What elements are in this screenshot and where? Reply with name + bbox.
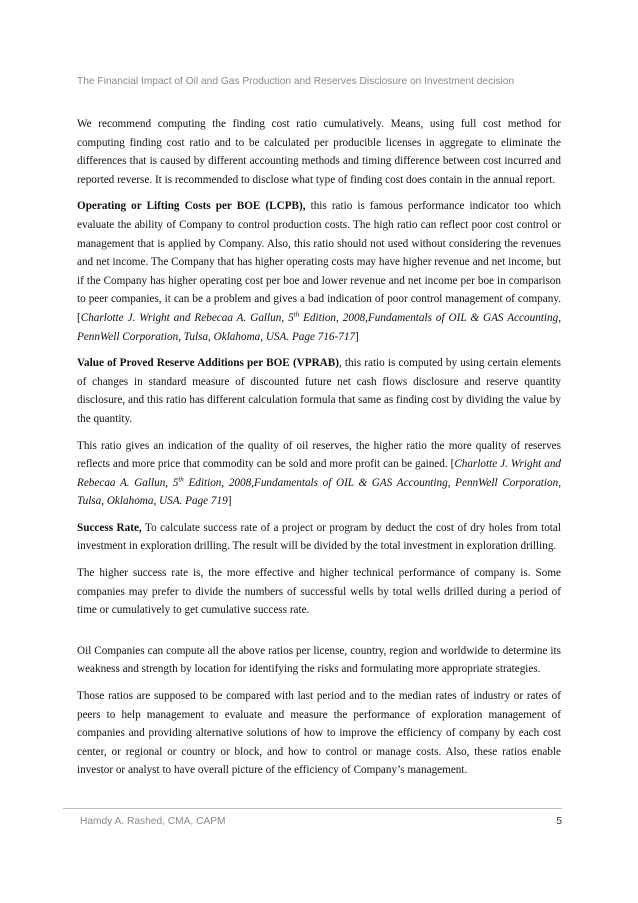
citation-lcpb-close: ] [355, 330, 359, 343]
reserve-quality-text: This ratio gives an indication of the quality of oil reserves, the higher ratio the more quality of reserves reflects and more price that commodity can be sold and more profit can be gained. [ [77, 439, 561, 471]
term-vprab: Value of Proved Reserve Additions per BOE (VPRAB) [77, 357, 339, 370]
citation-reserve-source: Edition, 2008,Fundamentals of OIL & GAS Accounting, PennWell Corporation, Tulsa, Oklahoma, USA. Page 719 [77, 476, 561, 508]
citation-lcpb-sup: th [293, 310, 300, 319]
paragraph-lcpb [77, 197, 561, 346]
paragraph-success-rate-detail: The higher success rate is, the more effective and higher technical performance of company is. Some companies may prefer to divide the numbers of successful wells by total wells drilled during a period of time or cumulatively to get cumulative success rate. [77, 567, 561, 617]
paragraph-success-rate [77, 519, 561, 556]
citation-reserve-sup: th [178, 474, 184, 483]
lcpb-text: this ratio is famous performance indicator too which evaluate the ability of Company to control production costs. The high ratio can reflect poor cost control or management that is applied by Company. Also, this ratio should not used without considering the revenues and net income. The Company that has higher operating costs may have higher revenue and net income, but if the Company has higher operating cost per boe and lower revenue and net income per boe in comparison to peer companies, it can be a problem and gives a bad indication of poor control management of company. [ [77, 200, 561, 324]
citation-reserve-author: Charlotte J. Wright and Rebecaa A. Gallun, 5 [77, 458, 562, 489]
paragraph-reserve-quality [77, 437, 561, 511]
running-header: The Financial Impact of Oil and Gas Production and Reserves Disclosure on Investment decision [77, 76, 515, 87]
success-rate-text: To calculate success rate of a project or program by deduct the cost of dry holes from total investment in exploration drilling. The result will be divided by the total investment in exploration drilling. [77, 521, 561, 553]
citation-lcpb [77, 312, 561, 343]
term-lcpb: Operating or Lifting Costs per BOE (LCPB), [77, 200, 306, 213]
citation-lcpb-author: Charlotte J. Wright and Rebecaa A. Gallun, 5 [80, 311, 294, 324]
page-number: 5 [556, 816, 562, 827]
footer-author: Hamdy A. Rashed, CMA, CAPM [80, 816, 226, 827]
document-body [77, 115, 561, 788]
paragraph-finding-cost: We recommend computing the finding cost ratio cumulatively. Means, using full cost method for computing finding cost ratio and to be calculated per producible licenses in aggregate to eliminate the differences that is caused by different accounting methods and timing difference between cost incurred and reported reverse. It is recommended to disclose what type of finding cost does contain in the annual report. [77, 118, 561, 186]
citation-lcpb-source: Edition, 2008,Fundamentals of OIL & GAS Accounting, PennWell Corporation, Tulsa, Oklahoma, USA. Page 716-717 [77, 311, 561, 343]
paragraph-compare-ratios: Those ratios are supposed to be compared with last period and to the median rates of industry or rates of peers to help management to evaluate and measure the performance of exploration management of companies and providing alternative solutions of how to improve the efficiency of company by each cost center, or regional or country or block, and how to control or manage costs. Also, these ratios enable investor or analyst to have overall picture of the efficiency of Company’s management. [77, 690, 561, 777]
footer-divider [63, 808, 562, 809]
citation-reserve-close: ] [227, 495, 232, 508]
paragraph-compute-ratios: Oil Companies can compute all the above ratios per license, country, region and worldwide to determine its weakness and strength by location for identifying the risks and formulating more appropriate strategies. [77, 644, 561, 676]
paragraph-vprab [77, 354, 561, 428]
term-success-rate: Success Rate, [77, 521, 142, 534]
vprab-text: , this ratio is computed by using certain elements of changes in standard measure of discounted future net cash flows disclosure and reserve quantity disclosure, and this ratio has different calculation formula that same as finding cost by dividing the value by the quantity. [77, 357, 562, 425]
